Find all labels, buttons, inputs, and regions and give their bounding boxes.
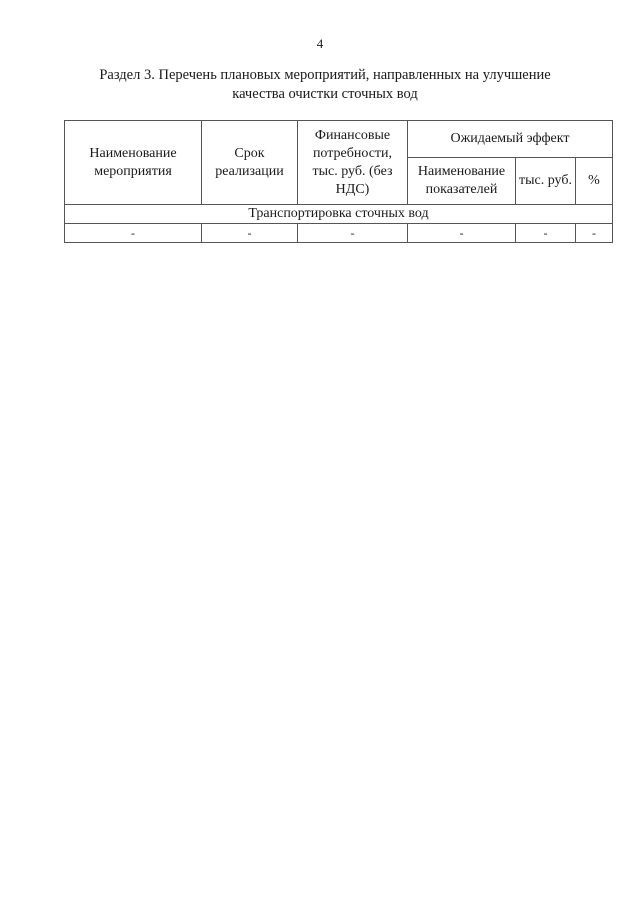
section-title-line-1: Раздел 3. Перечень плановых мероприятий, направленных на улучшение	[99, 67, 551, 83]
plan-table	[64, 120, 613, 243]
header-indicator-name: Наименование показателей	[408, 158, 516, 205]
header-thousand-rub: тыс. руб.	[516, 158, 576, 205]
cell-percent: -	[576, 224, 613, 243]
cell-name: -	[65, 224, 202, 243]
header-percent: %	[576, 158, 613, 205]
section-title-line-2: качества очистки сточных вод	[232, 86, 418, 102]
section-label: Транспортировка сточных вод	[65, 205, 613, 224]
cell-thousand-rub: -	[516, 224, 576, 243]
header-effect: Ожидаемый эффект	[408, 121, 613, 158]
page-number: 4	[316, 36, 324, 51]
cell-term: -	[202, 224, 298, 243]
section-title	[60, 66, 590, 104]
header-finance: Финансовые потребности, тыс. руб. (без НДС)	[298, 121, 408, 205]
table-row	[65, 224, 613, 243]
header-name: Наименование мероприятия	[65, 121, 202, 205]
header-term: Срок реализации	[202, 121, 298, 205]
cell-finance: -	[298, 224, 408, 243]
cell-indicator-name: -	[408, 224, 516, 243]
